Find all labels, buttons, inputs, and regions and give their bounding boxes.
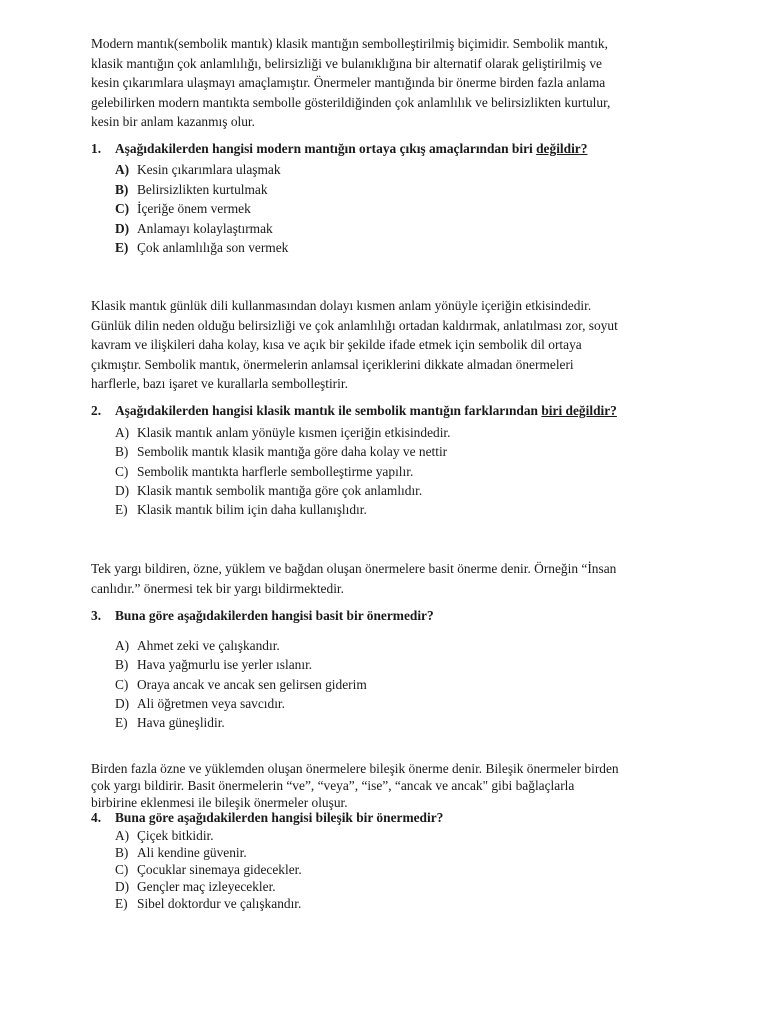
option-e[interactable]: E) Sibel doktordur ve çalışkandır. <box>115 896 302 911</box>
option-d[interactable]: D) Klasik mantık sembolik mantığa göre çok anlamlıdır. <box>115 482 423 498</box>
passage-line: Modern mantık(sembolik mantık) klasik mantığın sembolleştirilmiş biçimidir. Sembolik mantık, <box>91 36 608 51</box>
options-1 <box>115 160 288 258</box>
question-4 <box>91 810 443 826</box>
option-b[interactable]: B) Ali kendine güvenir. <box>115 845 247 860</box>
option-c[interactable]: C) Sembolik mantıkta harflerle sembolleştirme yapılır. <box>115 463 414 479</box>
question-text: Aşağıdakilerden hangisi klasik mantık ile sembolik mantığın farklarından <box>115 403 542 418</box>
question-text: Aşağıdakilerden hangisi modern mantığın ortaya çıkış amaçlarından biri <box>115 141 537 156</box>
options-4 <box>115 827 302 912</box>
option-a[interactable]: A) Ahmet zeki ve çalışkandır. <box>115 638 280 653</box>
option-b[interactable]: B) Sembolik mantık klasik mantığa göre daha kolay ve nettir <box>115 444 448 460</box>
question-number: 3. <box>91 608 102 623</box>
passage-line: kavram ve ilişkileri daha kolay, kısa ve açık bir şekilde ifade etmek için sembolik dil ortaya <box>91 337 582 352</box>
option-b[interactable]: B) Hava yağmurlu ise yerler ıslanır. <box>115 657 313 673</box>
option-b[interactable]: B) Belirsizlikten kurtulmak <box>115 181 268 197</box>
option-c[interactable]: C) Çocuklar sinemaya gidecekler. <box>115 862 302 877</box>
option-d[interactable]: D) Ali öğretmen veya savcıdır. <box>115 695 285 711</box>
passage-line: kesin çıkarımlara ulaşmayı amaçlamıştır. Önermeler mantığında bir önerme birden fazla anlama <box>91 75 606 90</box>
question-1 <box>91 141 587 157</box>
question-2 <box>91 403 617 419</box>
option-e[interactable]: E) Çok anlamlılığa son vermek <box>115 240 289 255</box>
passage-2 <box>91 296 706 394</box>
question-number: 1. <box>91 141 102 156</box>
passage-line: Tek yargı bildiren, özne, yüklem ve bağdan oluşan önermelere basit önerme denir. Örneğin “İnsan <box>91 561 617 576</box>
question-text: Buna göre aşağıdakilerden hangisi basit bir önermedir? <box>115 608 434 623</box>
question-text: Buna göre aşağıdakilerden hangisi bileşik bir önermedir? <box>115 810 444 825</box>
question-number: 2. <box>91 403 102 418</box>
passage-line: çıkmıştır. Sembolik mantık, önermelerin anlamsal içeriklerini dikkate almadan önermeleri <box>91 356 574 372</box>
question-emphasis: biri değildir? <box>541 403 617 418</box>
passage-line: çok yargı bildirir. Basit önermelerin “ve”, “veya”, “ise”, “ancak ve ancak" gibi bağlaçlarla <box>91 778 575 793</box>
question-emphasis: değildir? <box>536 141 588 156</box>
passage-line: gelebilirken modern mantıkta sembolle gösterildiğinden çok anlamlılık ve belirsizlikten kurtulur, <box>91 94 611 110</box>
passage-line: canlıdır.” önermesi tek bir yargı bildirmektedir. <box>91 580 344 596</box>
passage-line: Birden fazla özne ve yüklemden oluşan önermelere bileşik önerme denir. Bileşik önermeler birden <box>91 761 619 776</box>
option-c[interactable]: C) Oraya ancak ve ancak sen gelirsen giderim <box>115 676 367 692</box>
question-3 <box>91 608 434 624</box>
passage-4 <box>91 760 706 811</box>
option-e[interactable]: E) Klasik mantık bilim için daha kullanışlıdır. <box>115 502 367 518</box>
options-3 <box>115 636 367 732</box>
option-c[interactable]: C) İçeriğe önem vermek <box>115 201 251 216</box>
passage-1 <box>91 34 706 132</box>
passage-line: harflerle, bazı işaret ve kurallarla sembolleştirir. <box>91 376 348 391</box>
option-e[interactable]: E) Hava güneşlidir. <box>115 715 225 731</box>
passage-line: Günlük dilin neden olduğu belirsizliği ve çok anlamlılığı ortadan kaldırmak, anlatılması zor, soyut <box>91 317 618 333</box>
option-d[interactable]: D) Anlamayı kolaylaştırmak <box>115 220 273 236</box>
option-d[interactable]: D) Gençler maç izleyecekler. <box>115 879 276 894</box>
option-a[interactable]: A) Kesin çıkarımlara ulaşmak <box>115 162 281 177</box>
question-number: 4. <box>91 810 102 825</box>
passage-line: kesin bir anlam kazanmış olur. <box>91 114 255 129</box>
options-2 <box>115 423 451 519</box>
passage-line: klasik mantığın çok anlamlılığı, belirsizliği ve bulanıklığına bir alternatif olarak geliştirilmiş ve <box>91 55 602 71</box>
option-a[interactable]: A) Klasik mantık anlam yönüyle kısmen içeriğin etkisindedir. <box>115 425 451 440</box>
passage-line: birbirine eklenmesi ile bileşik önermeler oluşur. <box>91 795 348 810</box>
passage-line: Klasik mantık günlük dili kullanmasından dolayı kısmen anlam yönüyle içeriğin etkisindedir. <box>91 298 592 313</box>
option-a[interactable]: A) Çiçek bitkidir. <box>115 828 214 843</box>
passage-3 <box>91 559 706 598</box>
